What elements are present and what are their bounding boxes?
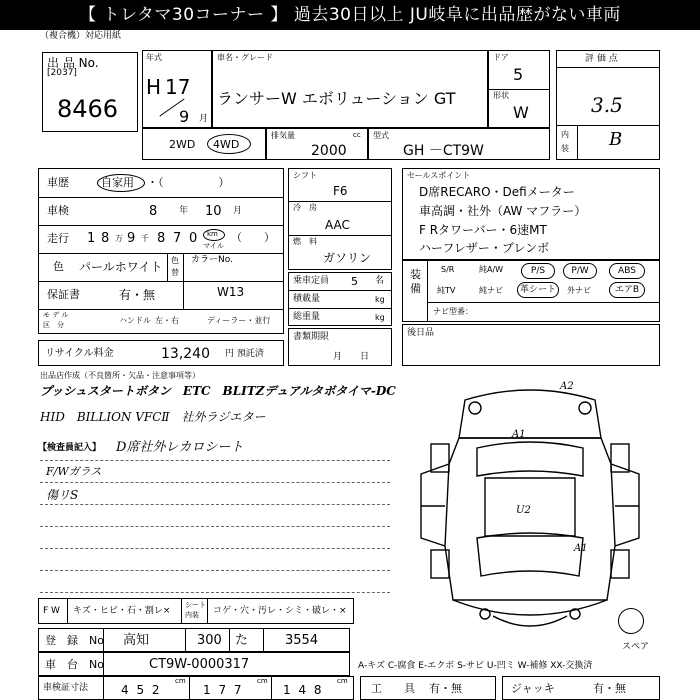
gross-label: 総重量 xyxy=(293,312,321,322)
load-label: 積載量 xyxy=(293,294,321,304)
dimension-height: 1 4 8 xyxy=(283,683,324,697)
mileage-sen: 千 xyxy=(141,234,149,243)
body-type-label: 形状 xyxy=(493,91,509,100)
lot-number: 8466 xyxy=(57,95,119,123)
jack-value: 有・無 xyxy=(593,682,626,695)
inspector-label: 【検査員記入】 xyxy=(38,443,102,453)
interior-label-bottom: 装 xyxy=(561,144,569,153)
registration-period-unit: 月 日 xyxy=(333,352,370,362)
car-name: ランサーW エボリューション GT xyxy=(217,89,456,108)
mileage-mile: マイル xyxy=(203,242,224,250)
lot-label: 出 品 No. xyxy=(47,56,99,70)
inspector-line: 傷リS xyxy=(46,488,79,502)
dimension-width-unit: cm xyxy=(257,677,268,685)
history-selected: 自家用 xyxy=(101,176,134,189)
inspection-month: 10 xyxy=(205,204,222,219)
notes-line: HID BILLION VFCⅡ 社外ラジエター xyxy=(40,410,266,424)
sheet-subheader: （複合機）対応用紙 xyxy=(40,31,122,41)
mileage-d4: 8 xyxy=(157,231,166,246)
equipment-label-top: 装 xyxy=(410,268,421,281)
fuel-label: 燃 料 xyxy=(293,237,317,246)
color-change-top: 色 xyxy=(171,256,179,265)
mileage-d6: 0 xyxy=(189,231,198,246)
equipment-leather: 革シート xyxy=(517,282,559,298)
handle-value: 左・右 xyxy=(155,316,179,325)
capacity-table xyxy=(288,272,392,326)
year-value: 17 xyxy=(165,75,191,99)
drive-2wd: 2WD xyxy=(169,138,196,151)
interior-grade: B xyxy=(609,129,623,150)
equipment-tv: 純TV xyxy=(437,286,456,295)
inspection-label: 車検 xyxy=(47,204,69,217)
mileage-man: 万 xyxy=(115,234,123,243)
capacity-value: 5 xyxy=(351,275,358,288)
post-install-label: 後日品 xyxy=(407,328,435,338)
lot-code: [2037] xyxy=(47,68,77,78)
equipment-box xyxy=(402,260,660,322)
registration-number: 3554 xyxy=(285,633,319,648)
fw-items: キズ・ヒビ・石・割レ× xyxy=(73,606,171,616)
dealer-label: ディーラー・並行 xyxy=(207,316,271,325)
capacity-label: 乗車定員 xyxy=(293,276,330,286)
equipment-ps: P/S xyxy=(521,263,555,279)
chassis-box xyxy=(38,652,350,676)
equipment-pw: P/W xyxy=(563,263,597,279)
recycle-box xyxy=(38,340,284,366)
registration-class: 300 xyxy=(197,633,222,648)
fw-seat-row xyxy=(38,598,354,624)
model-type-label-top: モ デ ル xyxy=(43,311,69,319)
sales-points-box xyxy=(402,168,660,260)
sales-point-line: 車高調・社外（AW マフラー） xyxy=(419,204,587,218)
doors-box xyxy=(488,50,550,128)
seat-label: シート xyxy=(185,601,206,609)
notes-line: プッシュスタートボタン ETC BLITZデュアルタボタイマ-DC xyxy=(40,384,396,398)
chassis-value: CT9W-0000317 xyxy=(149,657,250,672)
registration-region: 高知 xyxy=(123,633,150,648)
grade-value: 3.5 xyxy=(591,93,623,117)
mileage-label: 走行 xyxy=(47,232,69,245)
top-banner: 【 トレタマ30コーナー 】 過去30日以上 JU岐阜に出品歴がない車両 xyxy=(0,0,700,30)
model-type-label-bottom: 区 分 xyxy=(43,321,64,329)
mileage-d3: 9 xyxy=(127,231,136,246)
displacement-box xyxy=(266,128,368,160)
navi-model-label: ナビ型番： xyxy=(433,307,473,316)
dimension-width: 1 7 7 xyxy=(203,683,244,697)
year-month: 9 xyxy=(179,107,190,126)
displacement-value: 2000 xyxy=(311,143,347,159)
drive-box xyxy=(142,128,266,160)
color-value: パールホワイト xyxy=(79,260,163,274)
equipment-alloy: 純A/W xyxy=(479,265,504,274)
mileage-d2: 8 xyxy=(101,231,110,246)
mileage-km: km xyxy=(207,230,218,238)
seat-items: コゲ・穴・汚レ・シミ・破レ・× xyxy=(213,606,347,616)
recycle-value: 13,240 xyxy=(161,346,210,362)
seat-label-2: 内装 xyxy=(185,611,199,619)
diagram-mark-a2: A2 xyxy=(560,381,574,392)
year-label: 年式 xyxy=(146,53,162,62)
inspector-line: F/Wガラス xyxy=(46,465,102,478)
diagram-mark-a1-bottom: A1 xyxy=(574,543,588,554)
aircon-value: AAC xyxy=(325,218,350,232)
equipment-airbag: エアB xyxy=(609,282,645,298)
spare-tire-icon xyxy=(618,608,644,634)
model-label: 型式 xyxy=(373,131,389,140)
dimension-length-unit: cm xyxy=(175,677,186,685)
model-box xyxy=(368,128,550,160)
model-value: GH －CT9W xyxy=(403,143,484,159)
mileage-d1: 1 xyxy=(87,231,96,246)
color-no: W13 xyxy=(217,285,245,299)
equipment-abs: ABS xyxy=(609,263,645,279)
diagram-mark-u2: U2 xyxy=(516,505,531,516)
dimension-length: 4 5 2 xyxy=(121,683,162,697)
jack-label: ジャッキ xyxy=(511,682,555,695)
inspection-year: 8 xyxy=(149,204,158,219)
spec-table xyxy=(288,168,392,270)
recycle-unit: 円 預託済 xyxy=(225,349,264,359)
interior-label-top: 内 xyxy=(561,130,569,139)
registration-period-box xyxy=(288,328,392,366)
chassis-label: 車 台 No xyxy=(45,658,104,671)
doors-value: 5 xyxy=(513,65,524,84)
lot-number-box xyxy=(42,52,138,132)
load-unit: kg xyxy=(375,295,385,304)
equipment-label-bottom: 備 xyxy=(410,282,421,295)
tools-box xyxy=(360,676,496,700)
inspector-text: D席社外レカロシート xyxy=(116,440,244,455)
recycle-label: リサイクル料金 xyxy=(45,348,114,359)
jack-box xyxy=(502,676,660,700)
registration-period-label: 書類期限 xyxy=(293,332,330,342)
year-box xyxy=(142,50,212,128)
grade-label: 評 価 点 xyxy=(585,54,618,64)
month-unit: 月 xyxy=(199,114,209,124)
dimension-height-unit: cm xyxy=(337,677,348,685)
shift-value: F6 xyxy=(333,184,348,198)
body-type-value: W xyxy=(513,103,529,122)
displacement-unit: cc xyxy=(353,131,361,139)
fw-label: F W xyxy=(43,606,60,616)
sales-points-label: セールスポイント xyxy=(407,171,471,180)
mileage-d5: 7 xyxy=(173,231,182,246)
warranty-value: 有・無 xyxy=(119,288,156,302)
registration-kana: た xyxy=(235,633,249,648)
post-install-box xyxy=(402,324,660,366)
inspection-year-unit: 年 xyxy=(179,206,189,216)
registration-box xyxy=(38,628,350,652)
tools-value: 有・無 xyxy=(429,682,462,695)
sales-point-line: D席RECARO・Defiメーター xyxy=(419,185,575,199)
color-label: 色 xyxy=(53,260,64,273)
equipment-sr: S/R xyxy=(441,265,455,274)
registration-label: 登 録 No xyxy=(45,634,104,647)
notes-label: 出品店作成（不良箇所・欠品・注意事項等） xyxy=(40,371,200,380)
handle-label: ハンドル xyxy=(119,316,151,325)
color-no-label: カラーNo. xyxy=(191,255,233,265)
grade-box xyxy=(556,50,660,160)
year-era: H xyxy=(146,75,162,99)
mileage-paren: （ ） xyxy=(231,231,275,244)
capacity-unit: 名 xyxy=(375,276,385,286)
shift-label: シフト xyxy=(293,171,317,180)
equipment-ext-navi: 外ナビ xyxy=(567,286,591,295)
car-name-box xyxy=(212,50,488,128)
dimensions-label: 車検証寸法 xyxy=(43,683,89,693)
diagram-mark-a1-top: A1 xyxy=(512,429,526,440)
sales-point-line: F Rタワーバー・6速MT xyxy=(419,223,547,237)
equipment-navi: 純ナビ xyxy=(479,286,503,295)
warranty-label: 保証書 xyxy=(47,288,80,301)
vehicle-info-table xyxy=(38,168,284,334)
history-other: ・（ ） xyxy=(147,176,230,189)
doors-label: ドア xyxy=(493,53,509,62)
tools-label: 工 具 xyxy=(371,682,415,695)
gross-unit: kg xyxy=(375,313,385,322)
aircon-label: 冷 房 xyxy=(293,203,317,212)
damage-legend: A-キズ C-腐食 E-エクボ S-サビ U-凹ミ W-補修 XX-交換済 xyxy=(358,661,593,671)
sales-point-line: ハーフレザー・ブレンボ xyxy=(419,241,550,255)
inspection-month-unit: 月 xyxy=(233,206,243,216)
color-change-bottom: 替 xyxy=(171,268,179,277)
displacement-label: 排気量 xyxy=(271,131,295,140)
car-name-label: 車名・グレード xyxy=(217,53,273,62)
spare-label: スペア xyxy=(622,642,650,652)
dimensions-box xyxy=(38,676,354,700)
drive-4wd: 4WD xyxy=(213,138,240,151)
fuel-value: ガソリン xyxy=(323,251,372,265)
history-label: 車歴 xyxy=(47,176,69,189)
